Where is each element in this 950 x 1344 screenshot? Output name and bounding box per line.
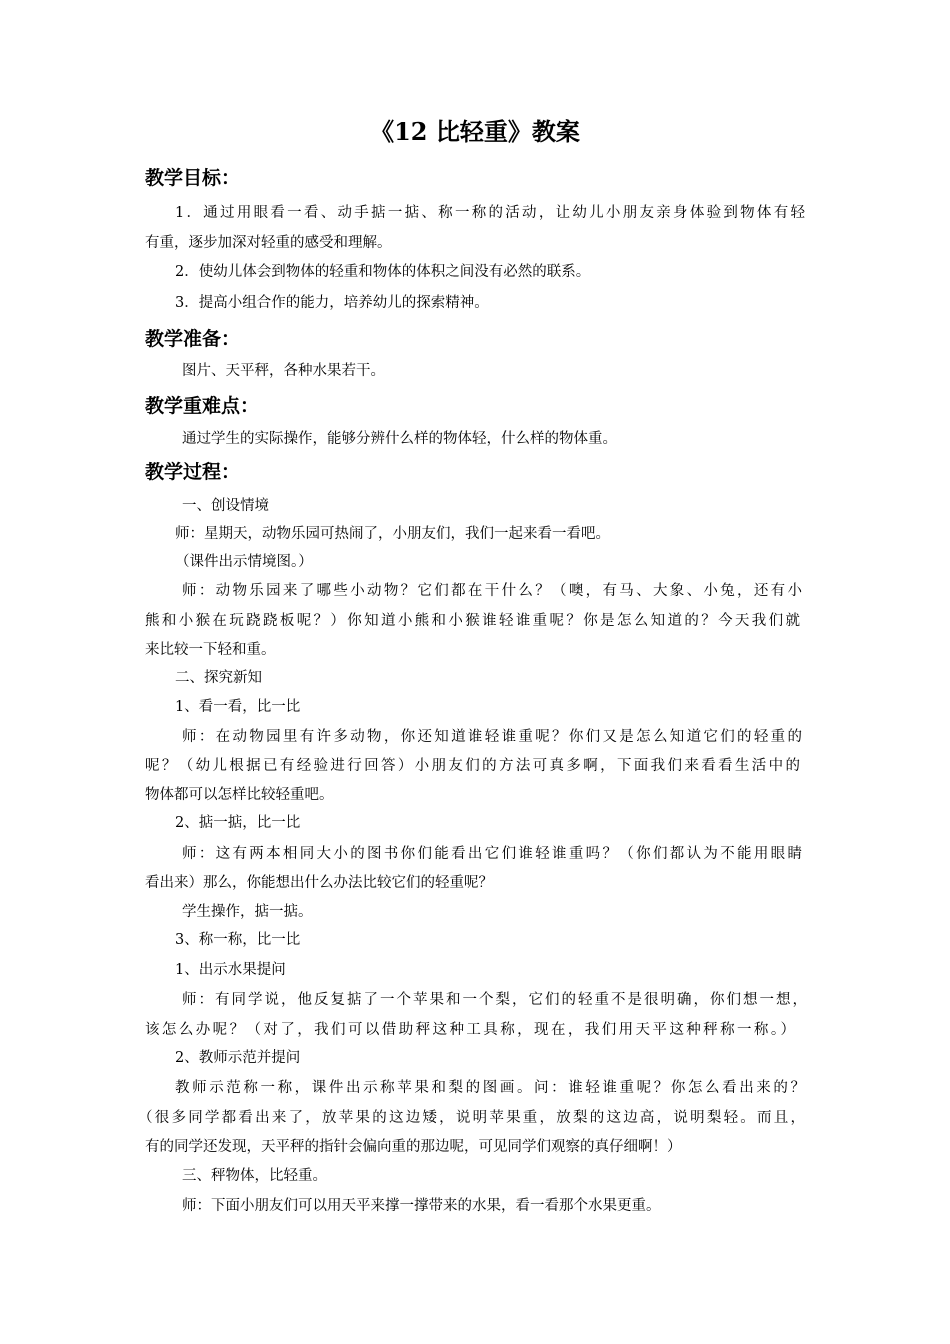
process-line-21: 教师示范称一称，课件出示称苹果和梨的图画。问：谁轻谁重呢？你怎么看出来的？ — [175, 1080, 805, 1096]
process-line-7: 二、探究新知 — [175, 670, 262, 686]
section-heading-key: 教学重难点： — [145, 395, 260, 417]
prep-line-1: 图片、天平秤，各种水果若干。 — [182, 363, 385, 379]
process-line-20: 2、教师示范并提问 — [175, 1050, 301, 1066]
process-line-12: 2、掂一掂，比一比 — [175, 815, 301, 831]
section-heading-process: 教学过程： — [145, 461, 241, 483]
process-line-8: 1、看一看，比一比 — [175, 699, 301, 715]
process-line-2: 师：星期天，动物乐园可热闹了，小朋友们，我们一起来看一看吧。 — [175, 526, 610, 542]
process-line-18: 师：有同学说，他反复掂了一个苹果和一个梨，它们的轻重不是很明确，你们想一想， — [182, 992, 807, 1008]
page-title: 《12 比轻重》教案 — [370, 117, 580, 146]
goals-line-3: 2．使幼儿体会到物体的轻重和物体的体积之间没有必然的联系。 — [175, 264, 591, 280]
process-line-16: 3、称一称，比一比 — [175, 932, 301, 948]
process-line-3: （课件出示情境图。） — [175, 554, 313, 570]
section-heading-goals: 教学目标： — [145, 167, 241, 189]
goals-line-4: 3．提高小组合作的能力，培养幼儿的探索精神。 — [175, 295, 489, 311]
process-line-6: 来比较一下轻和重。 — [145, 642, 276, 658]
process-line-23: 有的同学还发现，天平秤的指针会偏向重的那边呢，可见同学们观察的真仔细啊！） — [145, 1139, 682, 1155]
process-line-17: 1、出示水果提问 — [175, 962, 286, 978]
process-line-19: 该怎么办呢？（对了，我们可以借助秤这种工具称，现在，我们用天平这种秤称一称。） — [145, 1022, 795, 1038]
process-line-10: 呢？（幼儿根据已有经验进行回答）小朋友们的方法可真多啊，下面我们来看看生活中的 — [145, 758, 800, 774]
process-line-4: 师：动物乐园来了哪些小动物？它们都在干什么？（噢，有马、大象、小兔，还有小 — [182, 583, 802, 599]
section-heading-prep: 教学准备： — [145, 328, 241, 350]
goals-line-2: 有重，逐步加深对轻重的感受和理解。 — [145, 235, 392, 251]
process-line-25: 师：下面小朋友们可以用天平来撑一撑带来的水果，看一看那个水果更重。 — [182, 1198, 661, 1214]
key-line-1: 通过学生的实际操作，能够分辨什么样的物体轻，什么样的物体重。 — [182, 431, 617, 447]
process-line-13: 师：这有两本相同大小的图书你们能看出它们谁轻谁重吗？（你们都认为不能用眼睛 — [182, 846, 802, 862]
process-line-22: （很多同学都看出来了，放苹果的这边矮，说明苹果重，放梨的这边高，说明梨轻。而且， — [138, 1110, 805, 1126]
process-line-15: 学生操作，掂一掂。 — [182, 904, 313, 920]
process-line-5: 熊和小猴在玩跷跷板呢？）你知道小熊和小猴谁轻谁重呢？你是怎么知道的？今天我们就 — [145, 613, 800, 629]
process-line-24: 三、秤物体，比轻重。 — [182, 1168, 327, 1184]
process-line-14: 看出来）那么，你能想出什么办法比较它们的轻重呢？ — [145, 875, 493, 891]
process-line-1: 一、创设情境 — [182, 498, 269, 514]
process-line-9: 师：在动物园里有许多动物，你还知道谁轻谁重呢？你们又是怎么知道它们的轻重的 — [182, 729, 802, 745]
process-line-11: 物体都可以怎样比较轻重吧。 — [145, 787, 334, 803]
goals-line-1: 1．通过用眼看一看、动手掂一掂、称一称的活动，让幼儿小朋友亲身体验到物体有轻 — [175, 205, 805, 221]
